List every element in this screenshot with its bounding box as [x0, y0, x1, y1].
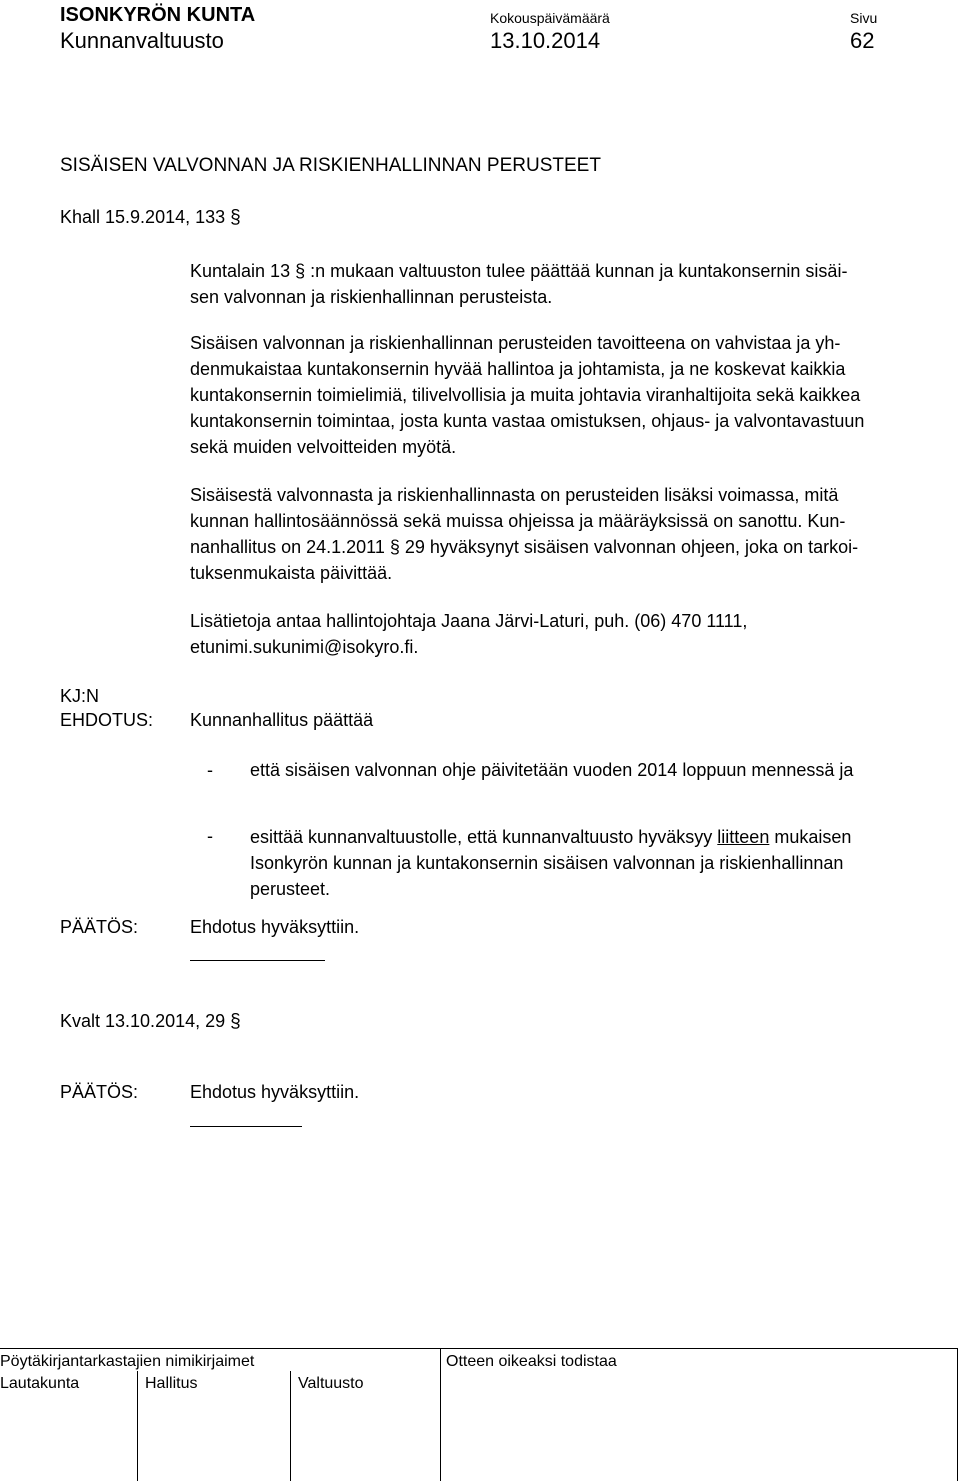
text-line: sen valvonnan ja riskienhallinnan perusteista.: [190, 287, 553, 307]
text-line: sekä muiden velvoitteiden myötä.: [190, 437, 457, 457]
column-valtuusto: Valtuusto: [298, 1375, 364, 1392]
org-name: ISONKYRÖN KUNTA: [60, 4, 256, 26]
kvalt-ref-text: Kvalt 13.10.2014, 29: [60, 1011, 226, 1031]
footer-divider: [440, 1348, 441, 1481]
footer-divider: [137, 1371, 138, 1481]
proposal-label-line-2: EHDOTUS:: [60, 710, 154, 730]
decision-text: Ehdotus hyväksyttiin.: [190, 1082, 360, 1102]
text-line: kunnan hallintosäännössä sekä muissa ohjeissa ja määräyksissä on sanottu. Kun-: [190, 511, 846, 531]
text-line: etunimi.sukunimi@isokyro.fi.: [190, 637, 419, 657]
decision-underline: [190, 1126, 302, 1127]
body-name: Kunnanvaltuusto: [60, 28, 224, 53]
bullet-dash: -: [207, 826, 213, 846]
text-line: Sisäisestä valvonnasta ja riskienhallinnasta on perusteiden lisäksi voimassa, mitä: [190, 485, 839, 505]
proposal-item-1: että sisäisen valvonnan ohje päivitetään vuoden 2014 loppuun mennessä ja: [250, 760, 854, 780]
page-label: Sivu: [850, 10, 878, 26]
text-line: [250, 824, 851, 850]
meeting-date: 13.10.2014: [490, 28, 601, 53]
text-line: kuntakonsernin toimintaa, josta kunta vastaa omistuksen, ohjaus- ja valvontavastuun: [190, 411, 865, 431]
section-sign: §: [230, 1011, 241, 1032]
decision-label: PÄÄTÖS:: [60, 1082, 139, 1102]
document-title: SISÄISEN VALVONNAN JA RISKIENHALLINNAN PERUSTEET: [60, 155, 601, 176]
text-line: nanhallitus on 24.1.2011 § 29 hyväksynyt sisäisen valvonnan ohjeen, joka on tarkoi-: [190, 537, 859, 557]
decision-underline: [190, 960, 325, 961]
khall-ref-text: Khall 15.9.2014, 133: [60, 207, 226, 227]
text-line: Isonkyrön kunnan ja kuntakonsernin sisäisen valvonnan ja riskienhallinnan: [250, 853, 844, 873]
proposal-label-line-1: KJ:N: [60, 686, 100, 706]
proposal-item-2: [250, 824, 851, 902]
text-line: denmukaistaa kuntakonsernin hyvää hallintoa ja johtamista, ja ne koskevat kaikkia: [190, 359, 846, 379]
footer-divider: [957, 1348, 958, 1481]
item-2-text-post: mukaisen: [769, 827, 852, 847]
paragraph-4: [190, 608, 955, 660]
item-2-text-pre: esittää kunnanvaltuustolle, että kunnanvaltuusto hyväksyy: [250, 827, 718, 847]
section-sign: §: [230, 207, 241, 228]
attachment-link[interactable]: liitteen: [717, 827, 770, 847]
bullet-dash: -: [207, 760, 213, 780]
text-line: kuntakonsernin toimielimiä, tilivelvollisia ja muita johtavia viranhaltijoita sekä kaikkea: [190, 385, 861, 405]
text-line: Lisätietoja antaa hallintojohtaja Jaana Järvi-Laturi, puh. (06) 470 1111,: [190, 611, 748, 631]
text-line: Sisäisen valvonnan ja riskienhallinnan perusteiden tavoitteena on vahvistaa ja yh-: [190, 333, 841, 353]
column-hallitus: Hallitus: [145, 1375, 198, 1392]
signatures-label: Pöytäkirjantarkastajien nimikirjaimet: [0, 1353, 255, 1370]
decision-text: Ehdotus hyväksyttiin.: [190, 917, 360, 937]
footer-top-rule: [0, 1348, 958, 1349]
paragraph-2: [190, 330, 955, 460]
decision-label: PÄÄTÖS:: [60, 917, 139, 937]
page-number: 62: [850, 28, 875, 53]
khall-reference: [60, 207, 241, 229]
text-line: perusteet.: [250, 879, 331, 899]
text-line: Kuntalain 13 § :n mukaan valtuuston tulee päättää kunnan ja kuntakonsernin sisäi-: [190, 261, 848, 281]
column-lautakunta: Lautakunta: [0, 1375, 80, 1392]
certification-label: Otteen oikeaksi todistaa: [446, 1353, 617, 1370]
paragraph-1: [190, 258, 955, 310]
kvalt-reference: [60, 1011, 241, 1033]
proposal-intro: Kunnanhallitus päättää: [190, 710, 374, 730]
text-line: tuksenmukaista päivittää.: [190, 563, 393, 583]
footer-divider: [290, 1371, 291, 1481]
paragraph-3: [190, 482, 955, 586]
date-label: Kokouspäivämäärä: [490, 10, 610, 26]
